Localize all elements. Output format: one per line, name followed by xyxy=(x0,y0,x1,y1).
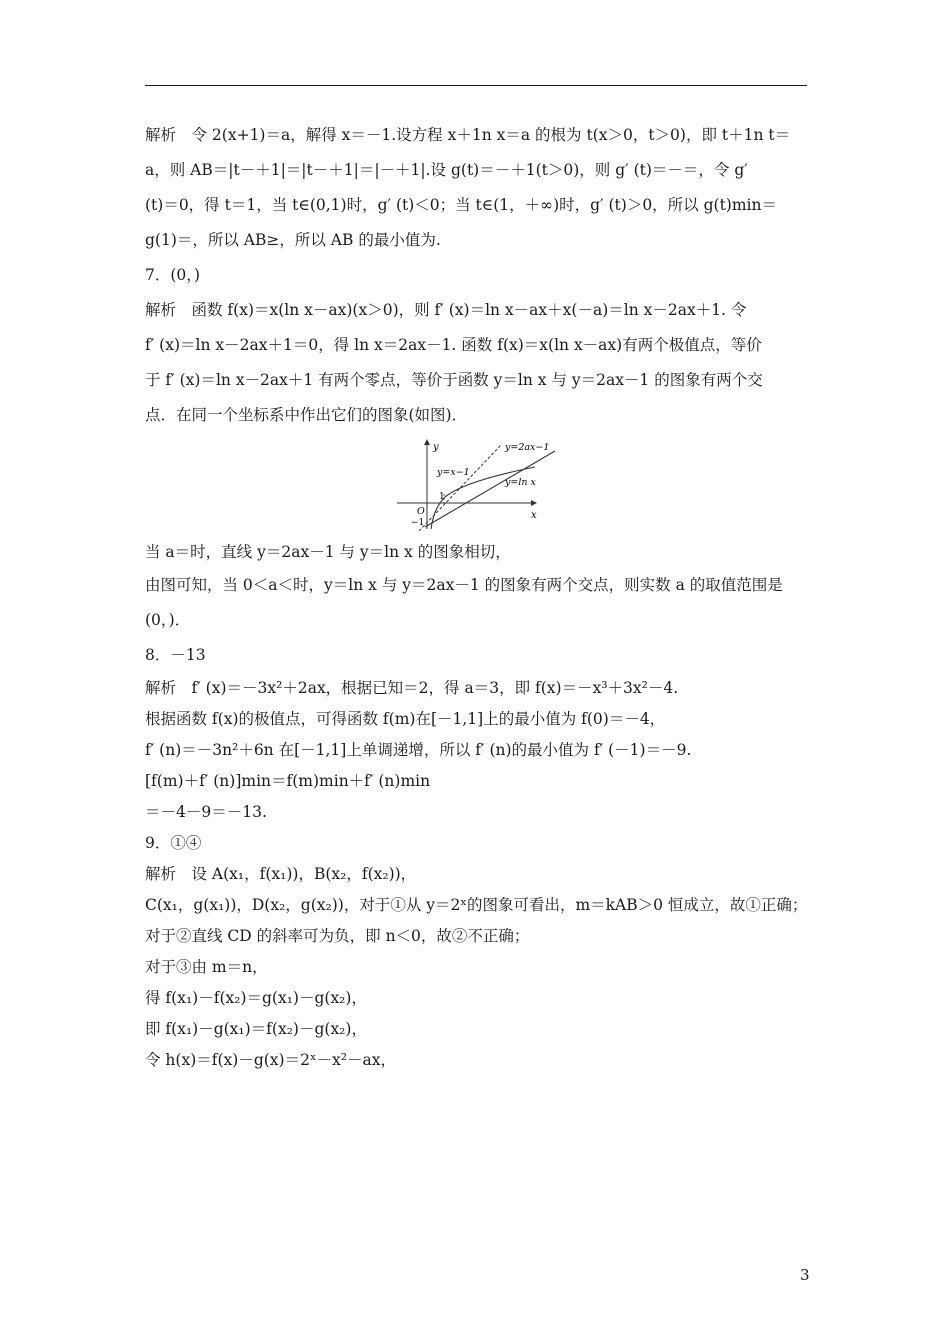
line-x1-label: y=x−1 xyxy=(437,467,470,478)
text-line: 对于②直线 CD 的斜率可为负，即 n＜0，故②不正确； xyxy=(145,927,530,945)
problem-8-answer: 8．－13 xyxy=(145,646,206,664)
text-line: 解析 设 A(x₁，f(x₁))，B(x₂，f(x₂))， xyxy=(145,865,417,883)
problem-9-answer: 9．①④ xyxy=(145,834,202,852)
text-line: 解析 f′ (x)＝－3x²＋2ax，根据已知＝2，得 a＝3，即 f(x)＝－x³＋3x²－4. xyxy=(145,679,679,697)
function-graph-figure xyxy=(395,439,565,531)
tick-one-label: 1 xyxy=(439,492,445,502)
text-line: g(1)＝，所以 AB≥，所以 AB 的最小值为. xyxy=(145,231,441,249)
tick-neg-one-label: −1 xyxy=(411,518,425,528)
text-line: 对于③由 m＝n， xyxy=(145,958,268,976)
y-axis-arrow xyxy=(424,439,430,445)
problem-7-answer: 7．(0，) xyxy=(145,266,201,284)
text-line: a，则 AB＝|t－＋1|＝|t－＋1|＝|－＋1|.设 g(t)＝－＋1(t＞0)，则 g′ (t)＝－＝，令 g′ xyxy=(145,161,748,179)
text-line: C(x₁，g(x₁))，D(x₂，g(x₂))，对于①从 y＝2ˣ的图象可看出，m＝kAB＞0 恒成立，故①正确； xyxy=(145,896,808,914)
text-line: 解析 令 2(x+1)＝a，解得 x＝－1.设方程 x＋1n x＝a 的根为 t(x＞0，t＞0)，即 t＋1n t＝ xyxy=(145,126,791,144)
page-number: 3 xyxy=(800,1266,810,1284)
text-line: 点．在同一个坐标系中作出它们的图象(如图)． xyxy=(145,406,468,424)
curve-ln-label: y=ln x xyxy=(505,477,536,488)
line-2ax-label: y=2ax−1 xyxy=(505,442,550,453)
text-line: [f(m)＋f′ (n)]min＝f(m)min＋f′ (n)min xyxy=(145,772,431,790)
text-line: 解析 函数 f(x)＝x(ln x－ax)(x＞0)，则 f′ (x)＝ln x－ax＋x(－a)＝ln x－2ax＋1. 令 xyxy=(145,301,747,319)
x-axis-label: x xyxy=(531,510,537,521)
text-line: f′ (x)＝ln x－2ax＋1＝0，得 ln x＝2ax－1. 函数 f(x)＝x(ln x－ax)有两个极值点，等价 xyxy=(145,336,762,354)
document-body xyxy=(145,118,813,1076)
text-line: 得 f(x₁)－f(x₂)＝g(x₁)－g(x₂)， xyxy=(145,989,367,1007)
origin-label: O xyxy=(417,506,425,517)
header-rule xyxy=(145,85,807,86)
text-line: (t)＝0，得 t＝1，当 t∈(0,1)时，g′ (t)＜0；当 t∈(1，＋∞)时，g′ (t)＞0，所以 g(t)min＝ xyxy=(145,196,777,214)
text-line: 由图可知，当 0＜a＜时，y＝ln x 与 y＝2ax－1 的图象有两个交点，则实数 a 的取值范围是 xyxy=(145,576,783,594)
text-line: ＝－4－9＝－13. xyxy=(145,803,267,821)
text-line: f′ (n)＝－3n²＋6n 在[－1,1]上单调递增，所以 f′ (n)的最小值为 f′ (－1)＝－9. xyxy=(145,741,692,759)
y-axis-label: y xyxy=(433,442,439,453)
text-line: 即 f(x₁)－g(x₁)＝f(x₂)－g(x₂)， xyxy=(145,1020,367,1038)
text-line: 令 h(x)＝f(x)－g(x)＝2ˣ－x²－ax， xyxy=(145,1051,396,1069)
text-line: 于 f′ (x)＝ln x－2ax＋1 有两个零点，等价于函数 y＝ln x 与 y＝2ax－1 的图象有两个交 xyxy=(145,371,763,389)
text-line: 根据函数 f(x)的极值点，可得函数 f(m)在[－1,1]上的最小值为 f(0)＝－4， xyxy=(145,710,666,728)
text-line: (0，)． xyxy=(145,611,191,629)
text-line: 当 a＝时，直线 y＝2ax－1 与 y＝ln x 的图象相切， xyxy=(145,543,511,561)
x-axis-arrow xyxy=(531,500,537,506)
